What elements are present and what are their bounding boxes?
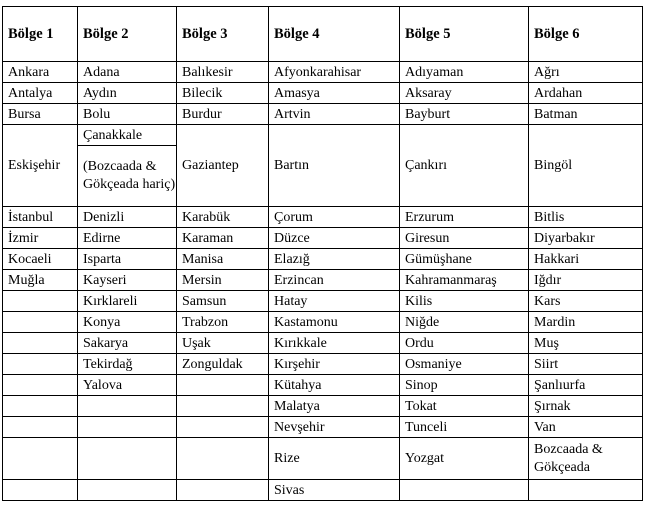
table-cell [177, 438, 269, 480]
table-cell: Giresun [400, 228, 529, 249]
table-cell: Şırnak [529, 396, 643, 417]
table-cell: Gaziantep [177, 125, 269, 207]
table-cell: Şanlıurfa [529, 375, 643, 396]
table-row [3, 354, 643, 375]
table-cell: Hakkari [529, 249, 643, 270]
table-cell: Muğla [3, 270, 78, 291]
table-cell: Tokat [400, 396, 529, 417]
header-cell: Bölge 5 [400, 7, 529, 62]
table-cell [78, 417, 177, 438]
table-cell: Adıyaman [400, 62, 529, 83]
table-row [3, 438, 643, 480]
table-cell: Eskişehir [3, 125, 78, 207]
table-cell [3, 438, 78, 480]
table-cell: Diyarbakır [529, 228, 643, 249]
region-table [2, 6, 643, 501]
table-cell: Afyonkarahisar [269, 62, 400, 83]
table-cell: Düzce [269, 228, 400, 249]
table-cell: Trabzon [177, 312, 269, 333]
table-cell: Niğde [400, 312, 529, 333]
table-cell: Ordu [400, 333, 529, 354]
header-cell: Bölge 3 [177, 7, 269, 62]
table-cell: Bilecik [177, 83, 269, 104]
table-cell: Uşak [177, 333, 269, 354]
table-row [3, 104, 643, 125]
header-cell: Bölge 6 [529, 7, 643, 62]
table-cell: Bingöl [529, 125, 643, 207]
table-cell: Yalova [78, 375, 177, 396]
table-cell: Burdur [177, 104, 269, 125]
table-cell: Bozcaada & Gökçeada [529, 438, 643, 480]
table-cell: İzmir [3, 228, 78, 249]
table-cell: Van [529, 417, 643, 438]
table-cell: Kayseri [78, 270, 177, 291]
table-cell: Ankara [3, 62, 78, 83]
header-row [3, 7, 643, 62]
table-cell: İstanbul [3, 207, 78, 228]
table-cell [3, 417, 78, 438]
table-cell [177, 396, 269, 417]
table-cell: Çankırı [400, 125, 529, 207]
table-cell: Kars [529, 291, 643, 312]
table-row [3, 312, 643, 333]
table-cell: Erzincan [269, 270, 400, 291]
table-cell: Sivas [269, 480, 400, 501]
table-cell [3, 354, 78, 375]
table-cell [3, 375, 78, 396]
table-cell [78, 480, 177, 501]
table-cell: Muş [529, 333, 643, 354]
table-cell [3, 312, 78, 333]
table-cell: Amasya [269, 83, 400, 104]
table-cell: Karabük [177, 207, 269, 228]
table-cell [78, 396, 177, 417]
table-cell: Bursa [3, 104, 78, 125]
header-cell: Bölge 2 [78, 7, 177, 62]
table-row [3, 228, 643, 249]
header-cell: Bölge 4 [269, 7, 400, 62]
table-row [3, 375, 643, 396]
table-cell: Karaman [177, 228, 269, 249]
table-row [3, 333, 643, 354]
table-cell [3, 480, 78, 501]
table-cell: Samsun [177, 291, 269, 312]
table-cell: Ağrı [529, 62, 643, 83]
table-cell: Kırklareli [78, 291, 177, 312]
table-cell: Erzurum [400, 207, 529, 228]
table-cell: Mardin [529, 312, 643, 333]
table-row [3, 83, 643, 104]
table-cell: Çorum [269, 207, 400, 228]
table-cell: Ardahan [529, 83, 643, 104]
header-cell: Bölge 1 [3, 7, 78, 62]
table-cell: Manisa [177, 249, 269, 270]
table-cell [529, 480, 643, 501]
table-cell: Gümüşhane [400, 249, 529, 270]
table-cell: Kırşehir [269, 354, 400, 375]
table-cell [177, 375, 269, 396]
table-cell [3, 396, 78, 417]
table-row [3, 480, 643, 501]
table-cell: Antalya [3, 83, 78, 104]
table-cell: Tunceli [400, 417, 529, 438]
table-cell: Yozgat [400, 438, 529, 480]
table-cell: Aksaray [400, 83, 529, 104]
table-cell: Hatay [269, 291, 400, 312]
table-cell [177, 417, 269, 438]
table-cell: Kilis [400, 291, 529, 312]
table-cell: Isparta [78, 249, 177, 270]
table-cell: Sinop [400, 375, 529, 396]
table-cell: Kastamonu [269, 312, 400, 333]
table-cell: Tekirdağ [78, 354, 177, 375]
table-cell: Aydın [78, 83, 177, 104]
table-cell: Balıkesir [177, 62, 269, 83]
table-cell: Denizli [78, 207, 177, 228]
table-cell: Rize [269, 438, 400, 480]
table-cell: Bolu [78, 104, 177, 125]
table-cell: Iğdır [529, 270, 643, 291]
table-cell: Kahramanmaraş [400, 270, 529, 291]
table-cell: Zonguldak [177, 354, 269, 375]
table-row [3, 62, 643, 83]
table-cell: Kütahya [269, 375, 400, 396]
table-cell: Bitlis [529, 207, 643, 228]
table-cell [177, 480, 269, 501]
table-cell [3, 291, 78, 312]
table-cell: Kırıkkale [269, 333, 400, 354]
table-cell: Konya [78, 312, 177, 333]
table-cell: Kocaeli [3, 249, 78, 270]
table-cell: Nevşehir [269, 417, 400, 438]
table-cell [400, 480, 529, 501]
table-cell: Malatya [269, 396, 400, 417]
table-row [3, 207, 643, 228]
table-cell: Adana [78, 62, 177, 83]
table-row [3, 417, 643, 438]
table-cell: Mersin [177, 270, 269, 291]
table-row [3, 270, 643, 291]
table-cell [78, 438, 177, 480]
table-row [3, 291, 643, 312]
table-cell: Siirt [529, 354, 643, 375]
table-cell: Edirne [78, 228, 177, 249]
table-cell: Sakarya [78, 333, 177, 354]
table-cell: Çanakkale [78, 125, 177, 146]
table-cell: Bartın [269, 125, 400, 207]
table-cell: Batman [529, 104, 643, 125]
table-cell: Artvin [269, 104, 400, 125]
table-cell: Bayburt [400, 104, 529, 125]
table-row [3, 125, 643, 146]
table-row [3, 249, 643, 270]
table-cell [3, 333, 78, 354]
table-cell: Elazığ [269, 249, 400, 270]
table-cell: Osmaniye [400, 354, 529, 375]
table-row [3, 396, 643, 417]
table-cell-note: (Bozcaada & Gökçeada hariç) [78, 146, 177, 207]
